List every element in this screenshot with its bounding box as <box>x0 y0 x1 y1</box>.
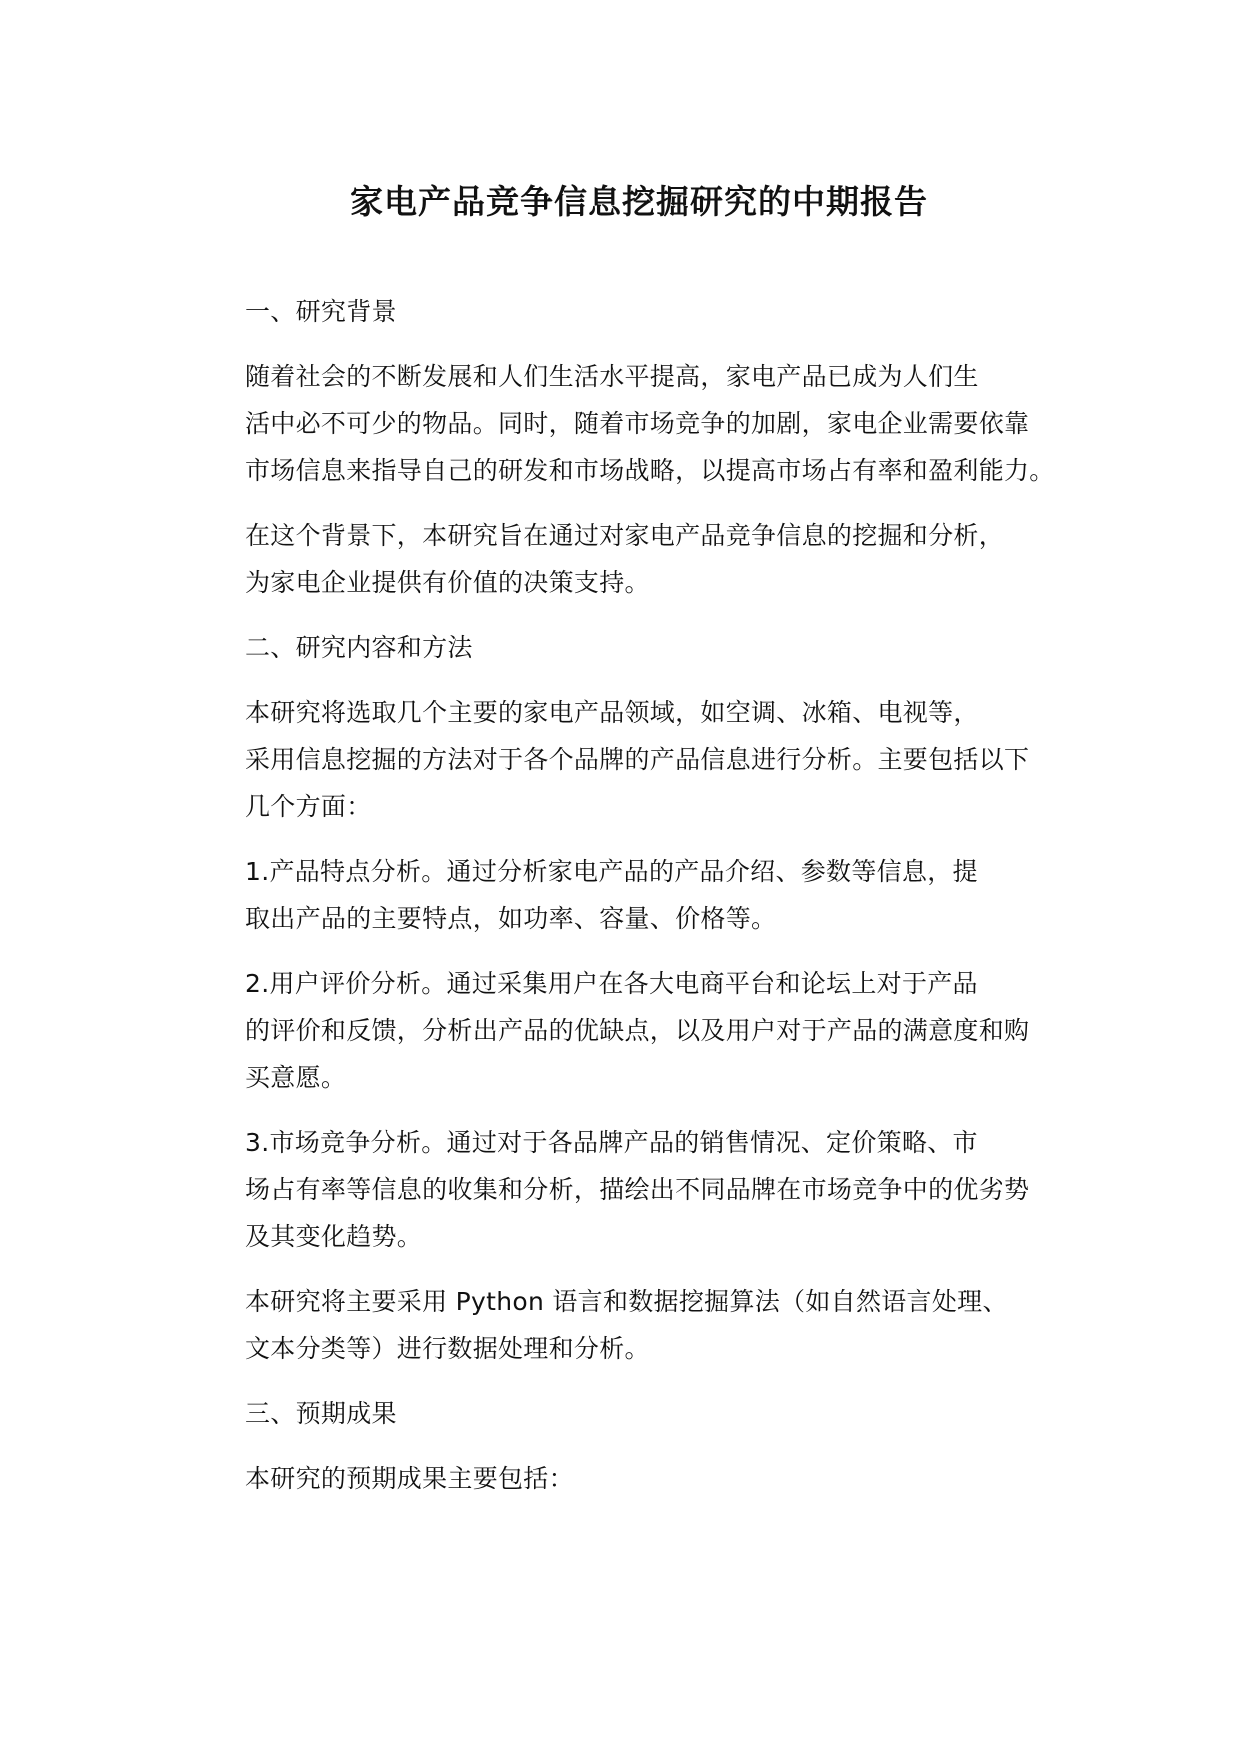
document-title: 家电产品竞争信息挖掘研究的中期报告 <box>350 182 928 221</box>
section-heading <box>187 624 1091 671</box>
section-heading <box>187 1390 1091 1437</box>
paragraph <box>187 689 1091 830</box>
paragraph <box>187 1455 1091 1502</box>
text-line: 2.用户评价分析。通过采集用户在各大电商平台和论坛上对于产品 <box>245 969 978 998</box>
paragraph <box>187 848 1091 942</box>
paragraph <box>187 960 1091 1101</box>
text-line: 本研究的预期成果主要包括： <box>245 1464 574 1493</box>
text-line: 本研究将主要采用 Python 语言和数据挖掘算法（如自然语言处理、 <box>245 1287 1008 1316</box>
text-line: 取出产品的主要特点，如功率、容量、价格等。 <box>245 904 777 933</box>
paragraph <box>187 1119 1091 1260</box>
text-line: 几个方面： <box>245 792 372 821</box>
paragraph <box>187 353 1091 494</box>
text-line: 文本分类等）进行数据处理和分析。 <box>245 1334 650 1363</box>
text-line: 为家电企业提供有价值的决策支持。 <box>245 568 650 597</box>
document-body <box>187 288 1091 1502</box>
text-line: 场占有率等信息的收集和分析，描绘出不同品牌在市场竞争中的优劣势 <box>245 1175 1030 1204</box>
section-heading <box>187 288 1091 335</box>
text-line: 二、研究内容和方法 <box>245 633 473 662</box>
text-line: 三、预期成果 <box>245 1399 397 1428</box>
text-line: 随着社会的不断发展和人们生活水平提高，家电产品已成为人们生 <box>245 362 979 391</box>
text-line: 一、研究背景 <box>245 297 397 326</box>
text-line: 本研究将选取几个主要的家电产品领域，如空调、冰箱、电视等， <box>245 698 979 727</box>
text-line: 采用信息挖掘的方法对于各个品牌的产品信息进行分析。主要包括以下 <box>245 745 1030 774</box>
text-line: 买意愿。 <box>245 1063 347 1092</box>
text-line: 市场信息来指导自己的研发和市场战略，以提高市场占有率和盈利能力。 <box>245 456 1055 485</box>
text-line: 在这个背景下，本研究旨在通过对家电产品竞争信息的挖掘和分析， <box>245 521 1005 550</box>
paragraph <box>187 1278 1091 1372</box>
text-line: 活中必不可少的物品。同时，随着市场竞争的加剧，家电企业需要依靠 <box>245 409 1030 438</box>
text-line: 1.产品特点分析。通过分析家电产品的产品介绍、参数等信息，提 <box>245 857 978 886</box>
paragraph <box>187 512 1091 606</box>
text-line: 的评价和反馈，分析出产品的优缺点，以及用户对于产品的满意度和购 <box>245 1016 1030 1045</box>
text-line: 及其变化趋势。 <box>245 1222 423 1251</box>
text-line: 3.市场竞争分析。通过对于各品牌产品的销售情况、定价策略、市 <box>245 1128 978 1157</box>
